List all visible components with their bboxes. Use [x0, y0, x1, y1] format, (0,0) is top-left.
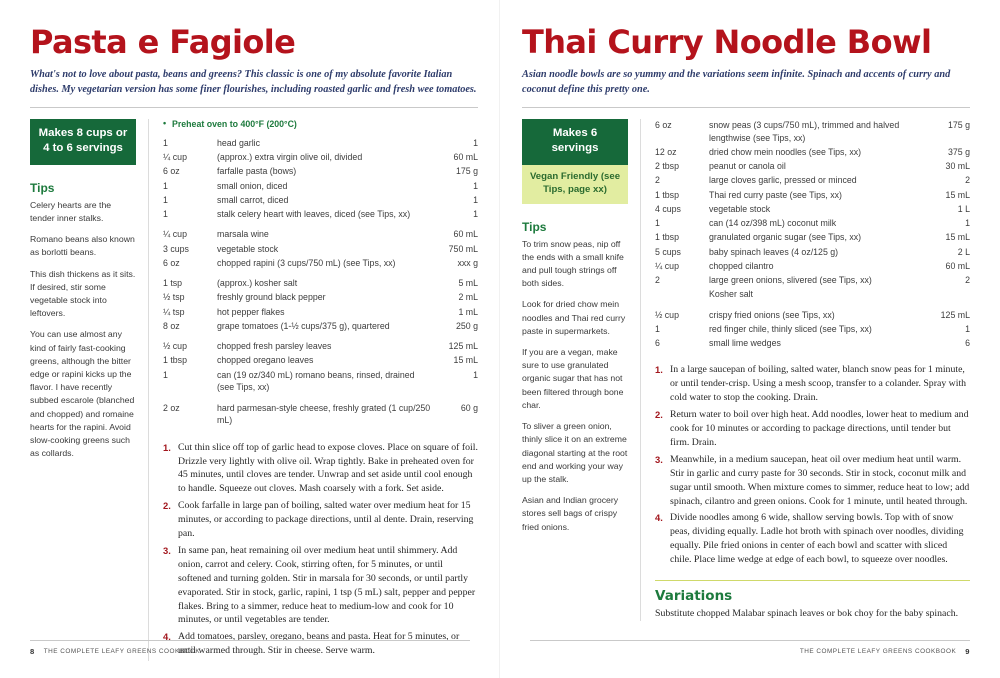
header-divider: [522, 107, 970, 108]
ingredient-name: chopped rapini (3 cups/750 mL) (see Tips, xx): [217, 257, 396, 268]
table-row: [655, 189, 970, 203]
ingredient-quantity: 1: [655, 323, 660, 334]
right-page-columns: [522, 119, 970, 621]
right-main-column: [640, 119, 970, 621]
table-row: [163, 271, 478, 291]
ingredient-name: vegetable stock: [709, 203, 771, 214]
table-row: [163, 180, 478, 194]
ingredient-metric: 1: [473, 180, 478, 191]
tip-item: Asian and Indian grocery stores sell bags of crispy fried onions.: [522, 495, 619, 532]
tips-heading: Tips: [30, 180, 55, 195]
ingredient-metric: 375 g: [947, 146, 970, 157]
ingredient-quantity: 2: [655, 275, 660, 286]
ingredient-name: small carrot, diced: [217, 194, 289, 205]
ingredient-metric: 175 g: [455, 166, 478, 177]
ingredient-metric: 1: [473, 137, 478, 148]
ingredient-quantity: ½ cup: [655, 309, 679, 320]
ingredient-quantity: 1: [163, 194, 168, 205]
ingredient-metric: 125 mL: [448, 341, 478, 352]
ingredient-quantity: [655, 288, 709, 302]
right-sidebar: [522, 119, 640, 621]
ingredient-name: (approx.) kosher salt: [217, 278, 298, 289]
ingredient-name: hard parmesan-style cheese, freshly grated (1 cup/250 mL): [217, 402, 431, 426]
book-title: THE COMPLETE LEAFY GREENS COOKBOOK: [43, 648, 201, 655]
ingredient-name: Thai red curry paste (see Tips, xx): [709, 189, 842, 200]
table-row: [163, 165, 478, 179]
header-divider: [30, 107, 478, 108]
variations-body: Substitute chopped Malabar spinach leaves or bok choy for the baby spinach.: [655, 608, 959, 620]
ingredient-metric: xxx g: [457, 257, 478, 268]
ingredient-metric: 750 mL: [448, 243, 478, 254]
list-item: Cook farfalle in large pan of boiling, salted water over medium heat for 15 minutes, or according to package directions, until al dente. Drain, reserving pan.: [178, 500, 474, 540]
tip-item: If you are a vegan, make sure to use granulated organic sugar that has not been filtered through bone char.: [522, 347, 624, 410]
ingredient-metric: 1: [965, 218, 970, 229]
table-row: [655, 260, 970, 274]
table-row: [163, 257, 478, 271]
ingredient-quantity: ½ cup: [163, 341, 187, 352]
table-row: [655, 160, 970, 174]
ingredient-quantity: 4 cups: [655, 203, 681, 214]
ingredient-quantity: 6 oz: [655, 119, 672, 130]
ingredient-metric: 15 mL: [945, 232, 970, 243]
ingredient-metric: 60 g: [460, 402, 478, 413]
ingredient-name: crispy fried onions (see Tips, xx): [709, 309, 835, 320]
ingredient-name: peanut or canola oil: [709, 161, 786, 172]
book-title: THE COMPLETE LEAFY GREENS COOKBOOK: [799, 648, 957, 655]
recipe-intro: What's not to love about pasta, beans and greens? This classic is one of my absolute favorite Italian dishes. My vegetarian version has some finer flourishes, including roasted garlic and fresh wee tomatoes.: [30, 69, 477, 95]
page-footer: [30, 640, 470, 656]
page-number: 8: [30, 647, 35, 656]
ingredient-metric: 125 mL: [940, 309, 970, 320]
list-item: In same pan, heat remaining oil over medium heat until shimmery. Add onion, carrot and celery. Cook, stirring often, for 5 minutes, or until softened and turning golden. Stir in marsala for 30 seconds, or until partly evaporated. Stir in stock, garlic, rapini, 1 tsp (5 mL) salt, pepper and pepper flakes. Bring to a simmer, reduce heat to medium-low and cook for 10 minutes, or until vegetables are tender.: [178, 544, 476, 626]
ingredient-quantity: 5 cups: [655, 246, 681, 257]
ingredient-metric: 6: [965, 338, 970, 349]
ingredient-name: snow peas (3 cups/750 mL), trimmed and halved lengthwise (see Tips, xx): [709, 119, 900, 143]
ingredient-metric: 30 mL: [945, 161, 970, 172]
table-row: [163, 320, 478, 334]
ingredient-quantity: 1: [163, 369, 168, 380]
ingredient-name: chopped oregano leaves: [217, 355, 314, 366]
list-item: Return water to boil over high heat. Add noodles, lower heat to medium and cook for 10 minutes or according to package directions, until tender but firm. Drain.: [670, 409, 969, 448]
ingredient-metric: 2 L: [957, 246, 970, 257]
ingredient-quantity: 1 tbsp: [655, 189, 679, 200]
tip-item: Look for dried chow mein noodles and Thai red curry paste in supermarkets.: [522, 299, 626, 336]
ingredient-metric: 15 mL: [945, 189, 970, 200]
tips-heading: Tips: [522, 219, 547, 234]
page-number: 9: [965, 647, 970, 656]
table-row: [163, 334, 478, 354]
ingredient-quantity: ¼ cup: [655, 260, 679, 271]
ingredient-quantity: 1: [163, 209, 168, 220]
table-row: [163, 194, 478, 208]
list-item: Cut thin slice off top of garlic head to expose cloves. Place on square of foil. Drizzle very lightly with olive oil. Wrap tightly. Bake in preheated oven for 45 minutes, until cloves are tender. Unwrap and set aside until cool enough to handle. Squeeze out cloves. Mash coarsely with a fork. Set aside.: [178, 441, 478, 495]
table-row: [163, 137, 478, 151]
ingredient-quantity: 1 tbsp: [163, 355, 187, 366]
table-row: [163, 306, 478, 320]
ingredient-metric: 1: [965, 323, 970, 334]
ingredient-quantity: ¼ cup: [163, 229, 187, 240]
ingredient-name: small onion, diced: [217, 180, 288, 191]
ingredient-quantity: 6: [655, 338, 660, 349]
ingredient-quantity: 6 oz: [163, 257, 180, 268]
instruction-steps: [655, 363, 970, 567]
ingredients-table: [163, 137, 478, 429]
list-item: Meanwhile, in a medium saucepan, heat oil over medium heat until warm. Stir in garlic and curry paste for 30 seconds. Stir in stock, coconut milk and sugar until smooth. When mixture comes to simmer, reduce heat to low; add spinach, cilantro and green onions. Cook for 1 minute, until heated through.: [670, 453, 970, 507]
left-page-columns: [30, 119, 478, 661]
ingredient-metric: 1 L: [957, 203, 970, 214]
ingredient-metric: 2 mL: [458, 292, 478, 303]
ingredient-metric: 250 g: [455, 320, 478, 331]
ingredient-quantity: 12 oz: [655, 146, 677, 157]
table-row: [163, 396, 478, 429]
ingredient-metric: 15 mL: [453, 355, 478, 366]
ingredient-name: chopped fresh parsley leaves: [217, 341, 332, 352]
ingredient-quantity: ½ tsp: [163, 292, 185, 303]
table-row: [655, 146, 970, 160]
ingredient-name: farfalle pasta (bows): [217, 166, 297, 177]
servings-badge: Makes 6 servings: [522, 119, 628, 165]
ingredient-quantity: 1 tbsp: [655, 232, 679, 243]
ingredient-quantity: 1: [655, 218, 660, 229]
table-row: [655, 203, 970, 217]
ingredient-metric: 5 mL: [458, 278, 478, 289]
ingredient-metric: 2: [965, 275, 970, 286]
ingredient-metric: 60 mL: [453, 152, 478, 163]
ingredient-metric: 60 mL: [453, 229, 478, 240]
ingredient-quantity: ¼ cup: [163, 152, 187, 163]
ingredient-quantity: 2 oz: [163, 402, 180, 413]
table-row: [163, 243, 478, 257]
tip-item: Romano beans also known as borlotti beans.: [30, 234, 135, 258]
preheat-note: • Preheat oven to 400°F (200°C): [163, 119, 478, 129]
ingredient-quantity: 2: [655, 175, 660, 186]
ingredient-name: granulated organic sugar (see Tips, xx): [709, 232, 862, 243]
table-row: [163, 354, 478, 368]
ingredient-quantity: 8 oz: [163, 320, 180, 331]
vegan-friendly-badge: Vegan Friendly (see Tips, page xx): [522, 165, 628, 204]
variations-heading: Variations: [655, 588, 733, 605]
tip-item: To trim snow peas, nip off the ends with a small knife and pull tough strings off both sides.: [522, 238, 624, 289]
list-item: Add tomatoes, parsley, oregano, beans and pasta. Heat for 5 minutes, or until warmed through. Stir in cheese. Serve warm.: [178, 631, 460, 657]
table-row: [655, 288, 970, 302]
tips-list: [522, 238, 628, 534]
table-row: [655, 337, 970, 351]
ingredient-name: vegetable stock: [217, 243, 279, 254]
ingredient-quantity: 1: [163, 137, 168, 148]
ingredient-metric: [926, 288, 970, 302]
list-item: In a large saucepan of boiling, salted water, blanch snow peas for 1 minute, or until tender-crisp. Using a mesh scoop, transfer to a colander. Spray with cold water to stop the cooking. Drain.: [670, 364, 967, 404]
ingredient-name: (approx.) extra virgin olive oil, divided: [217, 152, 363, 163]
ingredient-metric: 1: [473, 369, 478, 380]
ingredient-quantity: 1: [163, 180, 168, 191]
ingredient-name: baby spinach leaves (4 oz/125 g): [709, 246, 839, 257]
tip-item: This dish thickens as it sits. If desired, stir some vegetable stock into leftovers.: [30, 268, 136, 319]
ingredients-table: [655, 119, 970, 352]
ingredient-name: large green onions, slivered (see Tips, xx): [709, 275, 872, 286]
ingredient-name: large cloves garlic, pressed or minced: [709, 175, 857, 186]
ingredient-quantity: 2 tbsp: [655, 161, 679, 172]
table-row: [655, 323, 970, 337]
ingredient-metric: 175 g: [947, 119, 970, 130]
ingredient-name: dried chow mein noodles (see Tips, xx): [709, 146, 862, 157]
ingredient-name: chopped cilantro: [709, 260, 774, 271]
ingredient-name: marsala wine: [217, 229, 269, 240]
ingredient-quantity: 6 oz: [163, 166, 180, 177]
left-sidebar: [30, 119, 148, 661]
ingredient-name: stalk celery heart with leaves, diced (see Tips, xx): [217, 209, 411, 220]
right-page: [500, 0, 1000, 678]
page-title: Thai Curry Noodle Bowl: [522, 23, 932, 61]
tip-item: You can use almost any kind of fairly fast-cooking greens, although the bitter edge or rapini kicks up the flavor. I have recently subbed escarole (blanched and chopped) and romaine hearts for the rapini. Avoid slow-cooking greens such as collards.: [30, 329, 135, 459]
ingredient-name: small lime wedges: [709, 338, 781, 349]
ingredient-name: grape tomatoes (1-½ cups/375 g), quartered: [217, 320, 390, 331]
table-row: [655, 231, 970, 245]
ingredient-metric: 2: [965, 175, 970, 186]
ingredient-metric: 60 mL: [945, 260, 970, 271]
table-row: [655, 217, 970, 231]
table-row: [163, 151, 478, 165]
table-row: [655, 246, 970, 260]
table-row: [655, 174, 970, 188]
table-row: [163, 369, 478, 396]
list-item: Divide noodles among 6 wide, shallow serving bowls. Top with of snow peas, dividing equally. Ladle hot broth with spinach over noodles, dividing equally. Pile fried onions in center of each bowl and scatter with sliced chile. Place lime wedge at edge of each bowl, to squeeze over noodles.: [670, 512, 964, 566]
ingredient-quantity: 3 cups: [163, 243, 189, 254]
ingredient-quantity: ¼ tsp: [163, 306, 185, 317]
ingredient-name: can (19 oz/340 mL) romano beans, rinsed, drained (see Tips, xx): [217, 369, 415, 393]
table-row: [655, 119, 970, 146]
instruction-steps: [163, 441, 478, 659]
page-footer: [530, 640, 970, 656]
ingredient-name: Kosher salt: [709, 289, 754, 300]
ingredient-metric: 1 mL: [458, 306, 478, 317]
ingredient-name: hot pepper flakes: [217, 306, 285, 317]
ingredient-name: can (14 oz/398 mL) coconut milk: [709, 218, 837, 229]
table-row: [163, 222, 478, 242]
table-row: [163, 208, 478, 222]
tips-list: [30, 199, 136, 461]
ingredient-name: head garlic: [217, 137, 261, 148]
variations-divider: [655, 580, 970, 581]
table-row: [655, 303, 970, 323]
ingredient-name: freshly ground black pepper: [217, 292, 326, 303]
ingredient-quantity: 1 tsp: [163, 278, 183, 289]
tip-item: To sliver a green onion, thinly slice it on an extreme diagonal starting at the root end and working your way up the stalk.: [522, 421, 628, 484]
ingredient-metric: 1: [473, 209, 478, 220]
ingredient-metric: 1: [473, 194, 478, 205]
table-row: [163, 291, 478, 305]
table-row: [655, 274, 970, 288]
ingredient-name: red finger chile, thinly sliced (see Tips, xx): [709, 323, 872, 334]
page-title: Pasta e Fagiole: [30, 23, 296, 61]
recipe-intro: Asian noodle bowls are so yummy and the variations seem infinite. Spinach and accents of curry and coconut define this pretty one.: [522, 69, 951, 95]
left-main-column: [148, 119, 478, 661]
tip-item: Celery hearts are the tender inner stalks.: [30, 199, 112, 223]
servings-badge: Makes 8 cups or 4 to 6 servings: [30, 119, 136, 165]
